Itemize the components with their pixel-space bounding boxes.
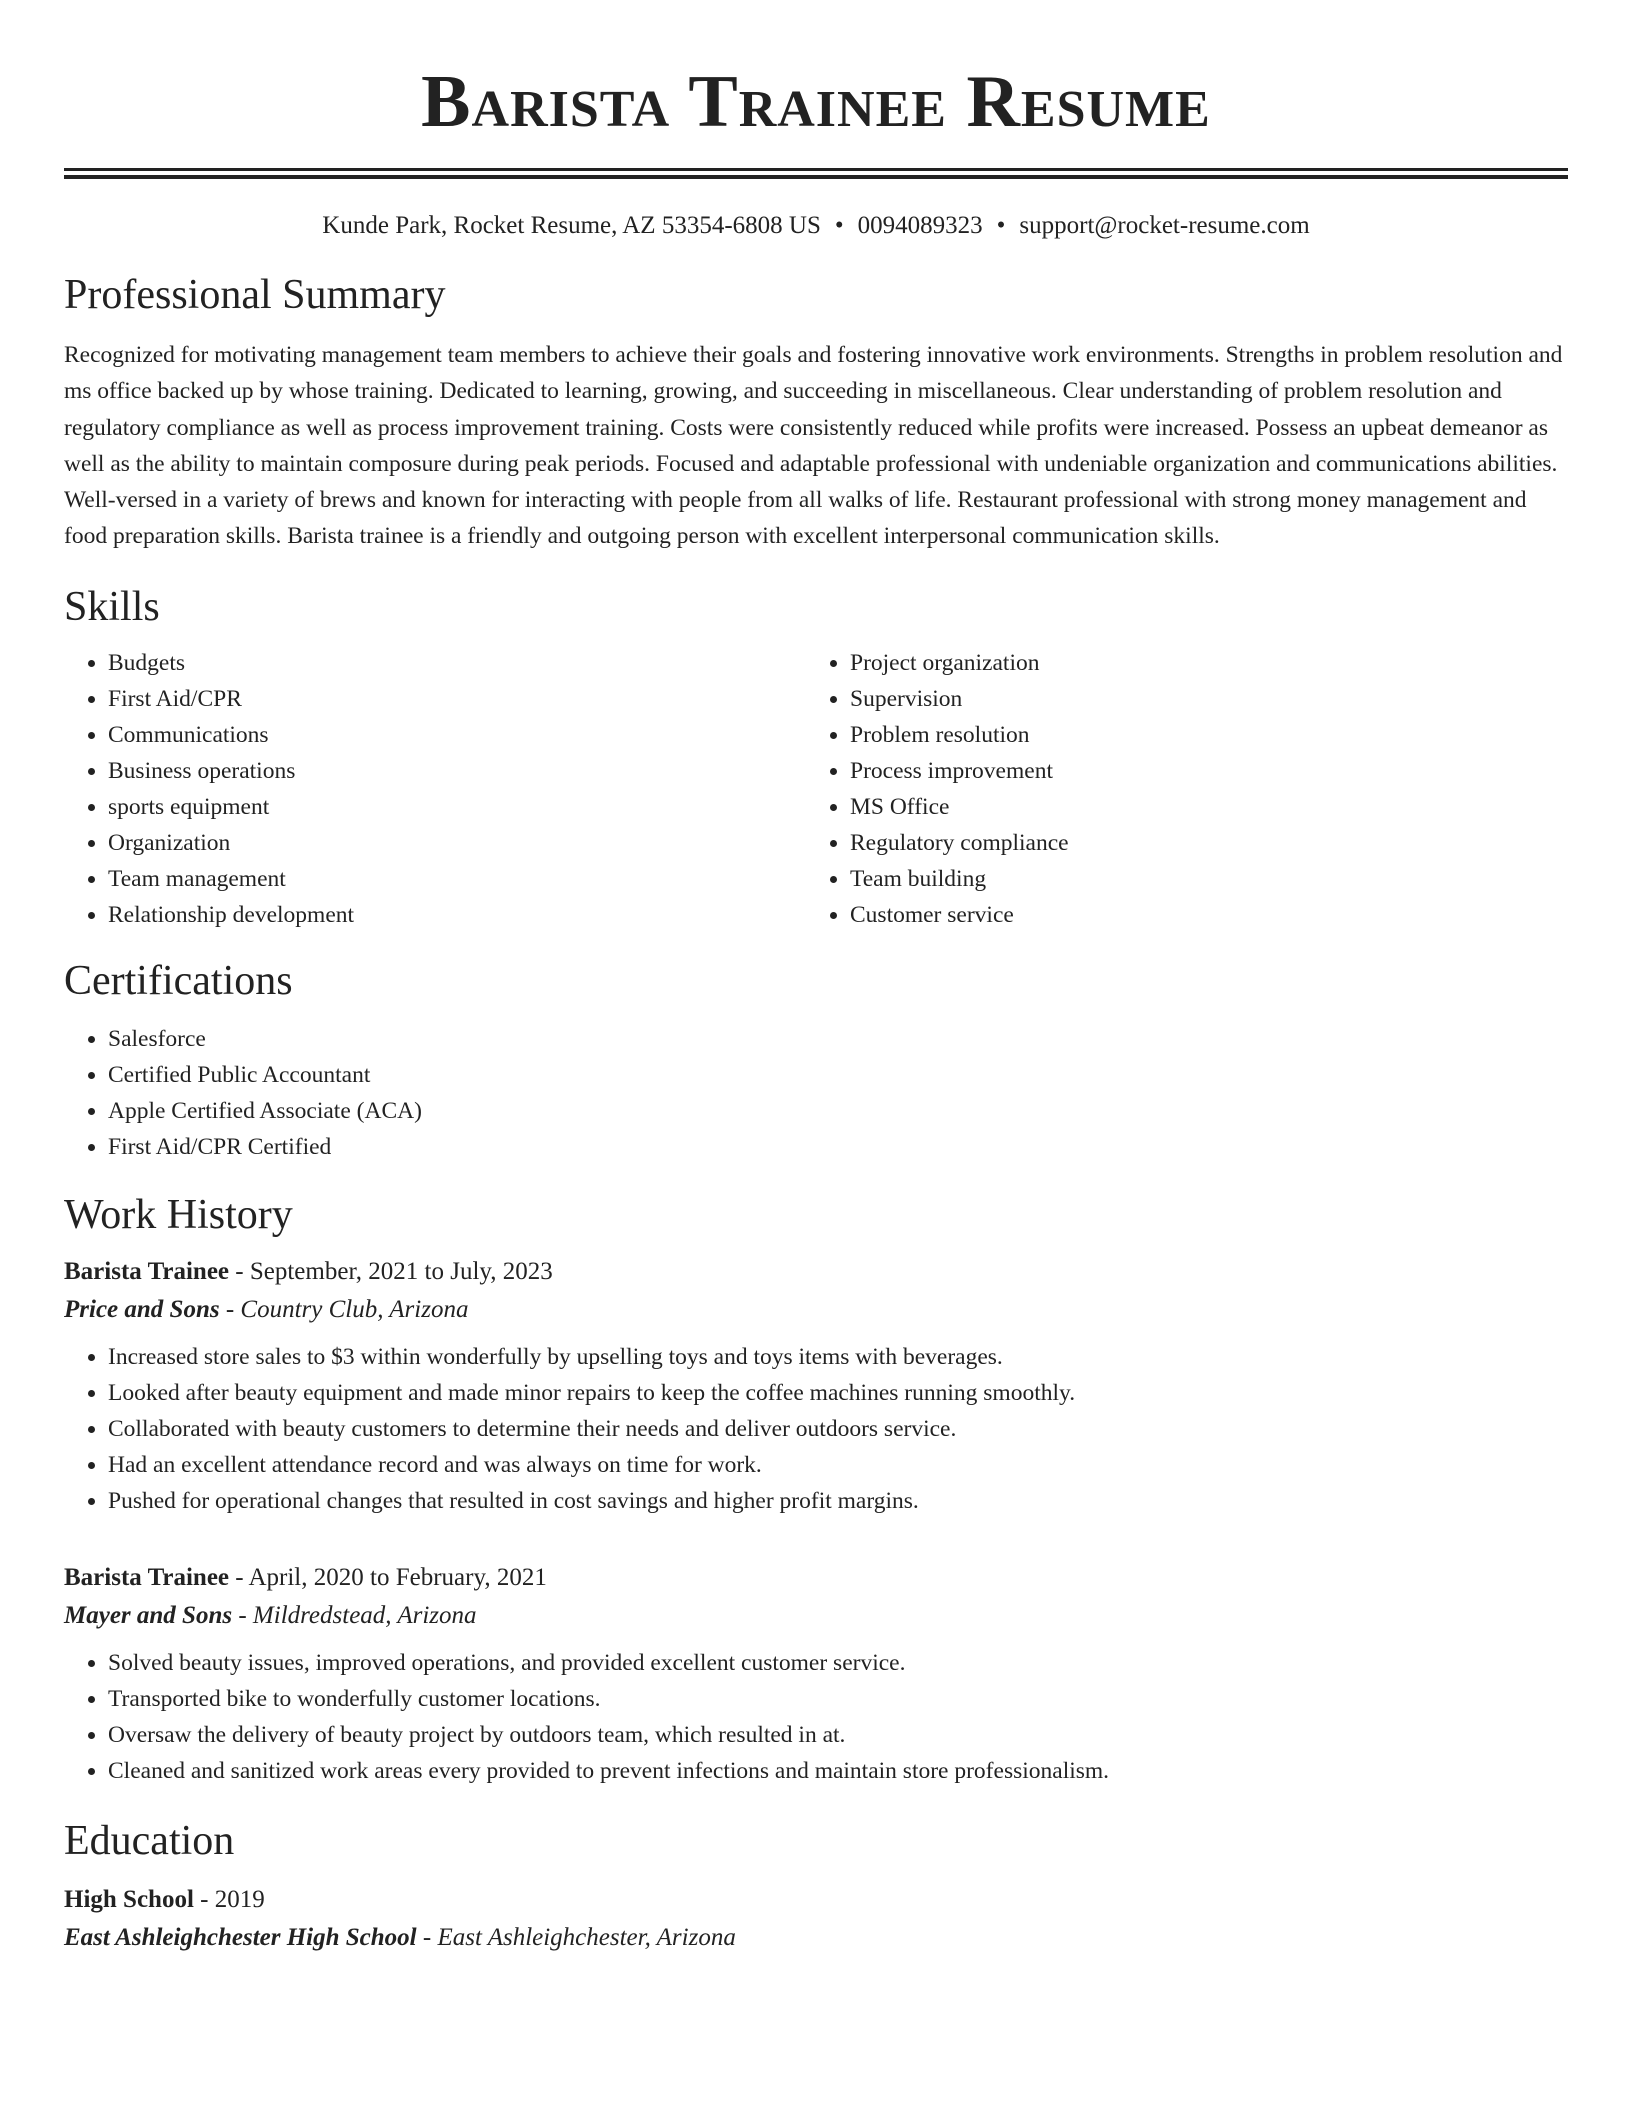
certifications-list [64,1021,1568,1165]
skill-item: • Budgets [108,645,806,681]
job-duty: • Transported bike to wonderfully customer locations. [108,1681,1568,1717]
job-duties-list [64,1339,1568,1519]
education-school-line [64,1919,1568,1957]
job-entry [64,1559,1568,1789]
work-history-section [64,1189,1568,1789]
skills-list-left [64,645,806,933]
contact-phone: 0094089323 [857,212,983,239]
skill-item: • Communications [108,717,806,753]
resume-title: Barista Trainee Resume [421,61,1211,143]
job-duty: • Cleaned and sanitized work areas every provided to prevent infections and maintain store professionalism. [108,1753,1568,1789]
job-company: Mayer and Sons [64,1601,233,1629]
job-dates: - April, 2020 to February, 2021 [229,1563,547,1591]
job-duty: • Increased store sales to $3 within wonderfully by upselling toys and toys items with beverages. [108,1339,1568,1375]
summary-section [64,269,1568,555]
skill-item: • MS Office [850,789,1548,825]
skill-item: • Business operations [108,753,806,789]
skills-list-right [806,645,1548,933]
education-entry [64,1881,1568,1957]
education-degree: High School [64,1885,194,1913]
contact-separator: • [996,212,1006,239]
education-degree-line [64,1881,1568,1919]
skill-item: • Team building [850,861,1548,897]
education-heading: Education [64,1817,235,1864]
certification-item: • First Aid/CPR Certified [108,1129,1568,1165]
job-company-line [64,1597,1568,1635]
job-duties-list [64,1645,1568,1789]
work-history-heading: Work History [64,1191,293,1238]
job-title-line [64,1559,1568,1597]
job-duty: • Solved beauty issues, improved operations, and provided excellent customer service. [108,1645,1568,1681]
certification-item: • Salesforce [108,1021,1568,1057]
contact-line [64,209,1568,243]
job-duty: • Looked after beauty equipment and made minor repairs to keep the coffee machines running smoothly. [108,1375,1568,1411]
certification-item: • Certified Public Accountant [108,1057,1568,1093]
contact-address: Kunde Park, Rocket Resume, AZ 53354-6808 US [322,212,821,239]
job-title-line [64,1253,1568,1291]
job-location: - Mildredstead, Arizona [232,1601,477,1629]
job-duty: • Had an excellent attendance record and was always on time for work. [108,1447,1568,1483]
contact-separator: • [834,212,844,239]
skills-heading: Skills [64,583,160,630]
job-location: - Country Club, Arizona [219,1295,469,1323]
job-duty: • Oversaw the delivery of beauty project by outdoors team, which resulted in at. [108,1717,1568,1753]
certifications-heading: Certifications [64,957,293,1004]
education-year: - 2019 [193,1885,265,1913]
skill-item: • Team management [108,861,806,897]
skill-item: • Regulatory compliance [850,825,1548,861]
skill-item: • Relationship development [108,897,806,933]
job-duty: • Collaborated with beauty customers to determine their needs and deliver outdoors service. [108,1411,1568,1447]
skill-item: • Project organization [850,645,1548,681]
education-school: East Ashleighchester High School [64,1923,417,1951]
job-company: Price and Sons [64,1295,220,1323]
skill-item: • Process improvement [850,753,1548,789]
education-section [64,1815,1568,1957]
skill-item: • Organization [108,825,806,861]
job-title: Barista Trainee [64,1257,230,1285]
job-dates: - September, 2021 to July, 2023 [229,1257,553,1285]
skills-column-left [64,645,806,933]
job-title: Barista Trainee [64,1563,230,1591]
certifications-section [64,955,1568,1165]
summary-text: Recognized for motivating management team members to achieve their goals and fostering innovative work environments. Strengths in problem resolution and ms office backed up by whose training. Dedicated to learning, growing, and succeeding in miscellaneous. Clear understanding of problem resolution and regulatory compliance as well as process improvement training. Costs were consistently reduced while profits were increased. Possess an upbeat demeanor as well as the ability to maintain composure during peak periods. Focused and adaptable professional with undeniable organization and communications abilities. Well-versed in a variety of brews and known for interacting with people from all walks of life. Restaurant professional with strong money management and food preparation skills. Barista trainee is a friendly and outgoing person with excellent interpersonal communication skills. [64,342,1563,550]
skill-item: • Customer service [850,897,1548,933]
job-duty: • Pushed for operational changes that resulted in cost savings and higher profit margins. [108,1483,1568,1519]
job-entry [64,1253,1568,1519]
skills-column-right [806,645,1548,933]
skill-item: • First Aid/CPR [108,681,806,717]
skill-item: • Supervision [850,681,1548,717]
job-company-line [64,1291,1568,1329]
contact-email: support@rocket-resume.com [1019,212,1310,239]
summary-heading: Professional Summary [64,272,446,318]
skill-item: • Problem resolution [850,717,1548,753]
certification-item: • Apple Certified Associate (ACA) [108,1093,1568,1129]
skill-item: • sports equipment [108,789,806,825]
education-location: - East Ashleighchester, Arizona [416,1923,736,1951]
skills-section [64,581,1568,933]
title-divider [64,168,1568,179]
skills-grid [64,645,1568,933]
